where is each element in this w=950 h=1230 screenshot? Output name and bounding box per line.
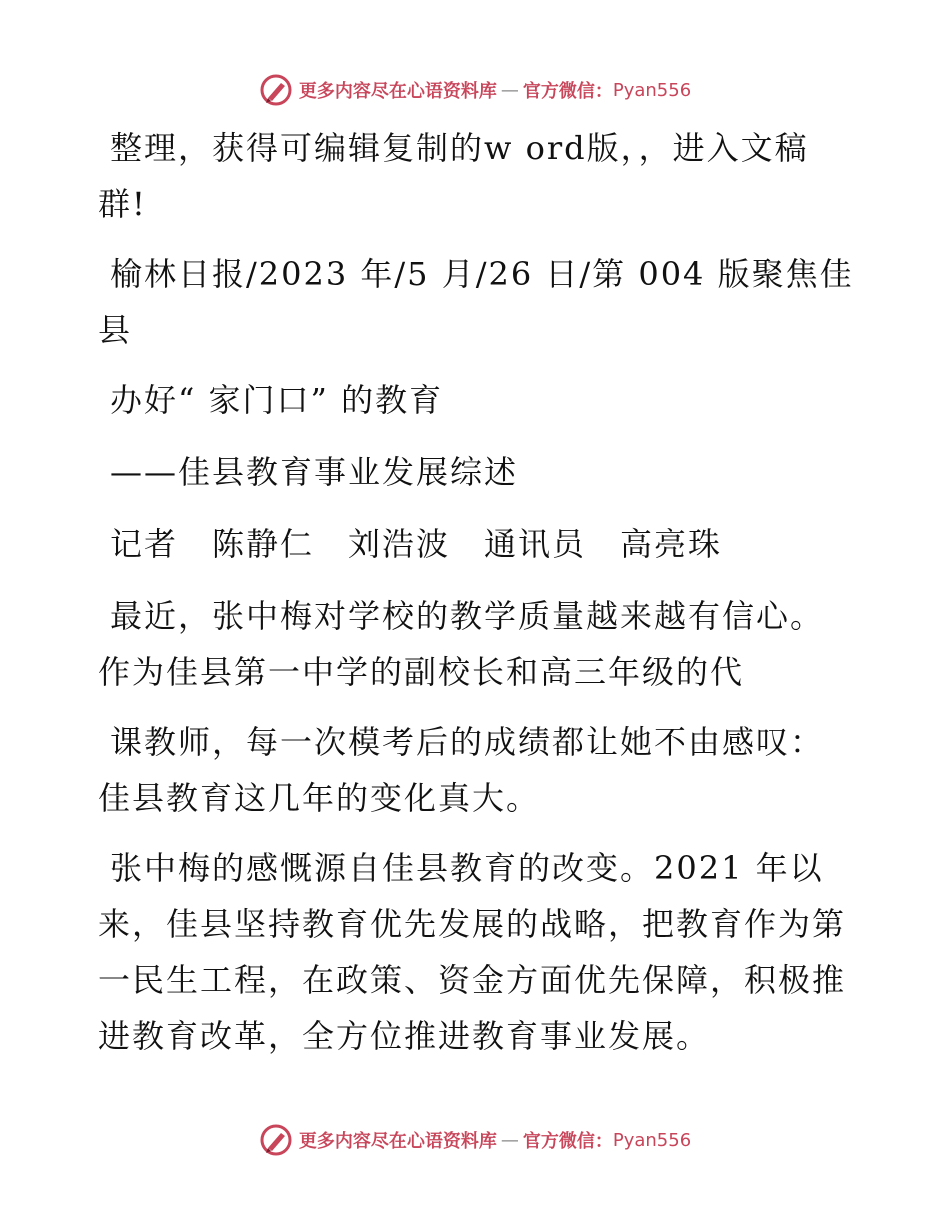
text-line: 进教育改革，全方位推进教育事业发展。 — [98, 1017, 711, 1055]
text-line: 来，佳县坚持教育优先发展的战略，把教育作为第 — [98, 905, 847, 943]
intro-paragraph — [98, 120, 858, 232]
document-body — [98, 120, 858, 1080]
watermark-label: 官方微信： — [522, 1131, 613, 1152]
article-subtitle: ——佳县教育事业发展综述 — [110, 453, 519, 491]
watermark-label: 官方微信： — [522, 81, 613, 102]
text-line: 榆林日报/2023 年/5 月/26 日/第 004 版聚焦佳 — [110, 255, 854, 293]
pen-logo-icon — [259, 73, 293, 107]
text-line: 最近，张中梅对学校的教学质量越来越有信心。 — [110, 597, 825, 635]
byline: 记者 陈静仁 刘浩波 通讯员 高亮珠 — [110, 525, 723, 563]
watermark-brand: 更多内容尽在心语资料库 — [298, 1131, 497, 1152]
text-line: 群! — [98, 185, 147, 223]
watermark-separator: — — [500, 79, 519, 101]
text-line: 佳县教育这几年的变化真大。 — [98, 779, 541, 817]
source-paragraph — [98, 246, 858, 358]
watermark-brand: 更多内容尽在心语资料库 — [298, 81, 497, 102]
body-paragraph — [98, 588, 858, 700]
watermark-handle: Pyan556 — [612, 79, 692, 101]
article-title: 办好“ 家门口” 的教育 — [110, 381, 444, 419]
header-watermark — [0, 70, 950, 110]
text-line: 课教师，每一次模考后的成绩都让她不由感叹： — [110, 723, 825, 761]
text-line: 张中梅的感慨源自佳县教育的改变。2021 年以 — [110, 849, 824, 887]
pen-logo-icon — [259, 1123, 293, 1157]
watermark-separator: — — [500, 1129, 519, 1151]
text-line: 县 — [98, 311, 133, 349]
text-line: 整理，获得可编辑复制的w ord版，，进入文稿 — [110, 129, 809, 167]
text-line: 一民生工程，在政策、资金方面优先保障，积极推 — [98, 961, 847, 999]
body-paragraph — [98, 714, 858, 826]
watermark-handle: Pyan556 — [612, 1129, 692, 1151]
text-line: 作为佳县第一中学的副校长和高三年级的代 — [98, 653, 745, 691]
body-paragraph — [98, 840, 858, 1064]
footer-watermark — [0, 1120, 950, 1160]
